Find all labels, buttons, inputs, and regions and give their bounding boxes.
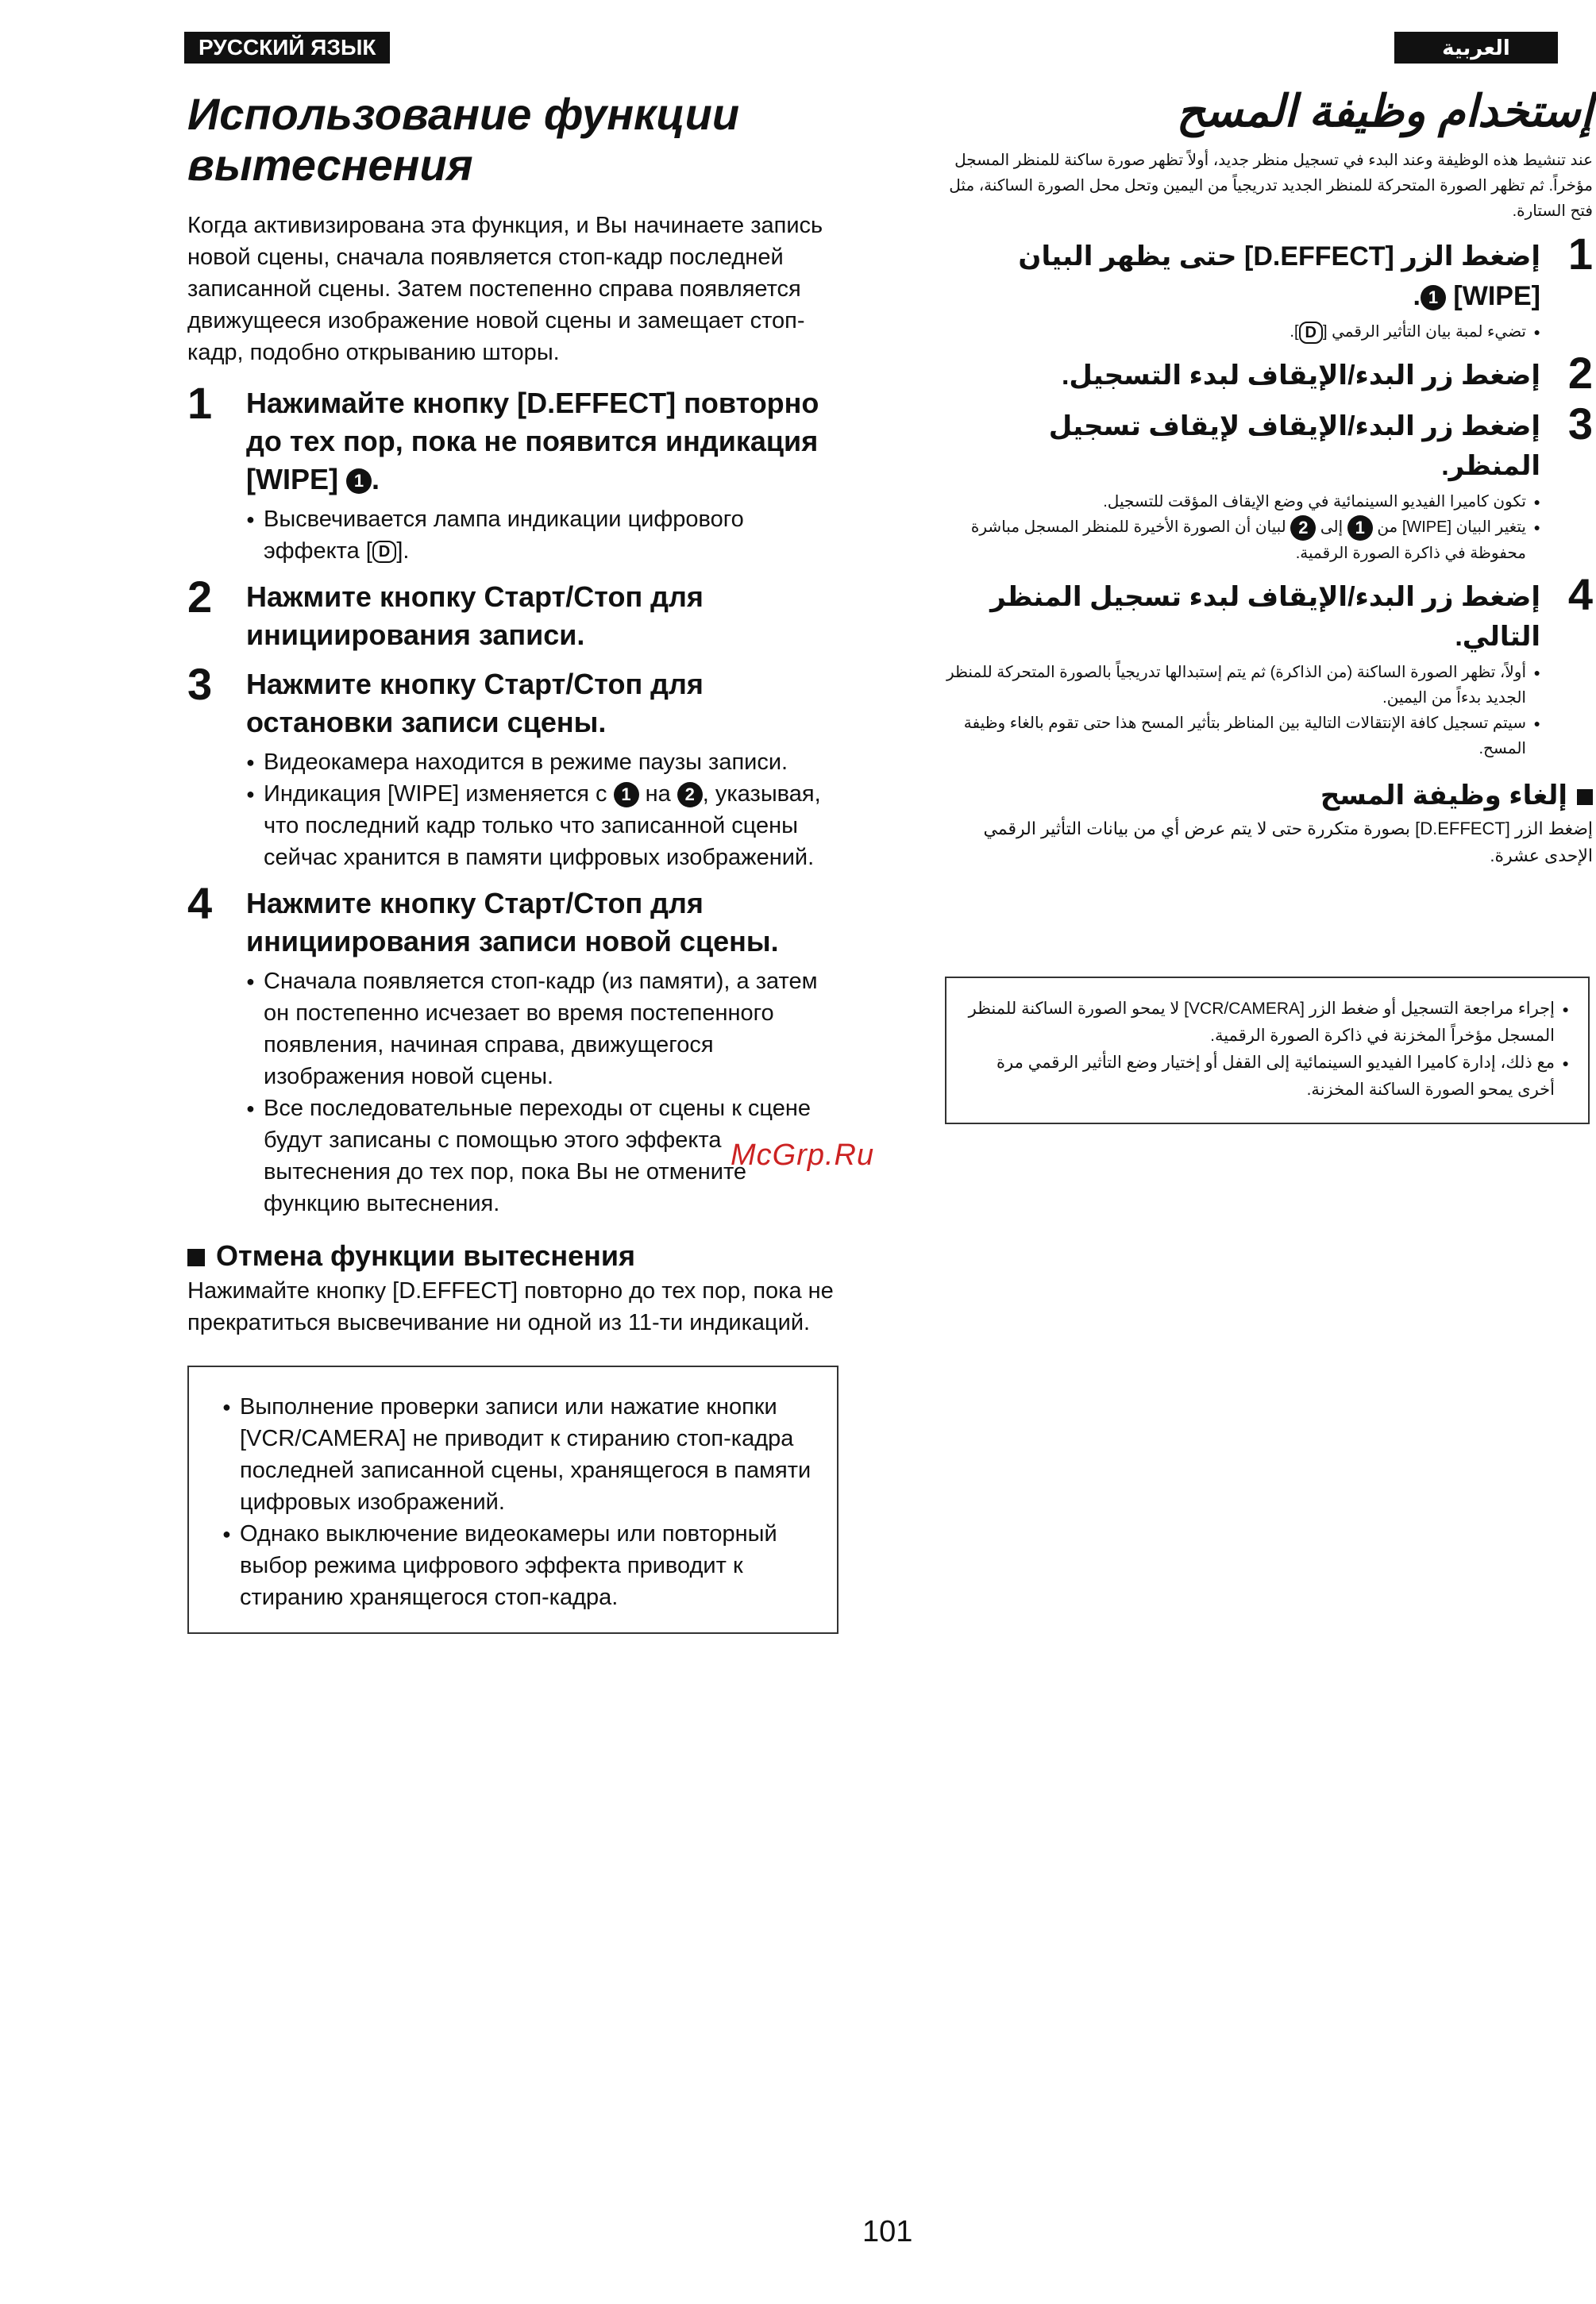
step-2 bbox=[187, 572, 838, 654]
step-instruction: Нажмите кнопку Старт/Стоп для инициирования записи. bbox=[246, 580, 704, 651]
arabic-step-2 bbox=[945, 348, 1593, 398]
step-notes bbox=[246, 503, 838, 567]
russian-column bbox=[187, 89, 838, 1634]
digital-effect-lamp-icon: D bbox=[372, 541, 396, 563]
arabic-column bbox=[945, 83, 1593, 869]
cancel-section-title: Отмена функции вытеснения bbox=[187, 1237, 838, 1275]
step-notes bbox=[246, 746, 838, 873]
step-instruction: Нажмите кнопку Старт/Стоп для остановки записи сцены. bbox=[246, 668, 704, 738]
step-number: 4 bbox=[187, 878, 213, 928]
bullet-item: ● يتغير البيان [WIPE] من 1 إلى 2 لبيان أن الصورة الأخيرة للمنظر المسجل مباشرة محفوظة في ذاكرة الصورة الرقمية. bbox=[945, 514, 1540, 566]
step-1 bbox=[187, 378, 838, 567]
step-instruction: إضغط زر البدء/الإيقاف لإيقاف تسجيل المنظر. bbox=[1048, 411, 1540, 481]
note-item: ● إجراء مراجعة التسجيل أو ضغط الزر [VCR/CAMERA] لا يمحو الصورة الساكنة للمنظر المسجل مؤخراً المخزنة في ذاكرة الصورة الرقمية. bbox=[966, 996, 1569, 1050]
note-item: ● Однако выключение видеокамеры или повторный выбор режима цифрового эффекта приводит к стиранию хранящегося стоп-кадра. bbox=[222, 1518, 813, 1613]
step-number: 4 bbox=[1567, 568, 1593, 619]
note-item: ● مع ذلك، إدارة كاميرا الفيديو السينمائية إلى القفل أو إختيار وضع التأثير الرقمي مرة أخرى يمحو الصورة الساكنة المخزنة. bbox=[966, 1050, 1569, 1104]
bullet-item: ● Все последовательные переходы от сцены к сцене будут записаны с помощью этого эффекта вытеснения до тех пор, пока Вы не отмените функцию вытеснения. bbox=[246, 1092, 838, 1219]
bullet-item: ● تضيء لمبة بيان التأثير الرقمي [D]. bbox=[945, 319, 1540, 345]
circled-two-icon: 2 bbox=[677, 782, 703, 807]
step-instruction: إضغط الزر [D.EFFECT] حتى يظهر البيان [WIPE] 1. bbox=[1018, 241, 1540, 311]
bullet-item: ● تكون كاميرا الفيديو السينمائية في وضع الإيقاف المؤقت للتسجيل. bbox=[945, 489, 1540, 514]
step-number: 1 bbox=[1567, 229, 1593, 279]
page-title: Использование функции вытеснения bbox=[187, 89, 740, 190]
circled-one-icon: 1 bbox=[346, 468, 372, 494]
arabic-cancel-section-text: إضغط الزر [D.EFFECT] بصورة متكررة حتى لا يتم عرض أي من بيانات التأثير الرقمي الإحدى عشرة. bbox=[983, 818, 1593, 865]
language-tag-russian: РУССКИЙ ЯЗЫК bbox=[184, 32, 390, 64]
circled-one-icon: 1 bbox=[1421, 285, 1446, 310]
square-bullet-icon bbox=[187, 1249, 205, 1266]
step-3 bbox=[187, 659, 838, 873]
arabic-step-1 bbox=[945, 229, 1593, 345]
bullet-item: ● سيتم تسجيل كافة الإنتقالات التالية بين المناظر بتأثير المسح هذا حتى تقوم بالغاء وظيفة المسح. bbox=[945, 711, 1540, 761]
step-number: 2 bbox=[187, 572, 213, 622]
language-tag-arabic: العربية bbox=[1394, 32, 1558, 64]
step-number: 3 bbox=[187, 659, 213, 709]
note-box bbox=[187, 1366, 838, 1634]
arabic-step-4 bbox=[945, 568, 1593, 761]
step-instruction: Нажимайте кнопку [D.EFFECT] повторно до тех пор, пока не появится индикация [WIPE] 1 . bbox=[246, 387, 819, 495]
bullet-item: ● Видеокамера находится в режиме паузы записи. bbox=[246, 746, 838, 778]
step-number: 1 bbox=[187, 378, 213, 428]
intro-paragraph: Когда активизирована эта функция, и Вы начинаете запись новой сцены, сначала появляется стоп-кадр последней записанной сцены. Затем постепенно справа появляется движущееся изображение новой сцены и замещает стоп-кадр, подобно открыванию шторы. bbox=[187, 213, 823, 365]
arabic-cancel-section-title: إلغاء وظيفة المسح bbox=[945, 776, 1593, 815]
step-number: 3 bbox=[1567, 399, 1593, 449]
digital-effect-lamp-icon: D bbox=[1299, 322, 1323, 344]
note-item: ● Выполнение проверки записи или нажатие кнопки [VCR/CAMERA] не приводит к стиранию стоп-кадра последней записанной сцены, хранящегося в памяти цифровых изображений. bbox=[222, 1391, 813, 1518]
bullet-item: ● أولاً، تظهر الصورة الساكنة (من الذاكرة) ثم يتم إستبدالها تدريجياً بالصورة المتحركة للمنظر الجديد بدءاً من اليمين. bbox=[945, 660, 1540, 711]
circled-one-icon: 1 bbox=[1347, 515, 1373, 541]
step-instruction: إضغط زر البدء/الإيقاف لبدء تسجيل المنظر التالي. bbox=[990, 581, 1540, 652]
circled-two-icon: 2 bbox=[1290, 515, 1316, 541]
watermark: McGrp.Ru bbox=[731, 1139, 875, 1172]
bullet-item: ● Высвечивается лампа индикации цифрового эффекта [ D ]. bbox=[246, 503, 838, 567]
step-notes bbox=[246, 965, 838, 1219]
square-bullet-icon bbox=[1577, 789, 1593, 805]
arabic-page-title: إستخدام وظيفة المسح bbox=[1176, 86, 1593, 136]
step-instruction: إضغط زر البدء/الإيقاف لبدء التسجيل. bbox=[1061, 360, 1540, 391]
bullet-item: ● Индикация [WIPE] изменяется с 1 на 2 , указывая, что последний кадр только что записанной сцены сейчас хранится в памяти цифровых изображений. bbox=[246, 778, 838, 873]
arabic-intro-paragraph: عند تنشيط هذه الوظيفة وعند البدء في تسجيل منظر جديد، أولاً تظهر صورة ساكنة للمنظر المسجل مؤخراً. ثم تظهر الصورة المتحركة للمنظر الجديد تدريجياً من اليمين وتحل محل الصورة الساكنة، مثل فتح الستارة. bbox=[949, 152, 1593, 220]
page-number: 101 bbox=[862, 2215, 913, 2248]
step-number: 2 bbox=[1567, 348, 1593, 398]
arabic-note-box bbox=[945, 977, 1590, 1124]
circled-one-icon: 1 bbox=[614, 782, 639, 807]
bullet-item: ● Сначала появляется стоп-кадр (из памяти), а затем он постепенно исчезает во время постепенного появления, начиная справа, движущегося изображения новой сцены. bbox=[246, 965, 838, 1092]
arabic-step-3 bbox=[945, 399, 1593, 566]
step-instruction: Нажмите кнопку Старт/Стоп для инициирования записи новой сцены. bbox=[246, 887, 779, 957]
cancel-section-text: Нажимайте кнопку [D.EFFECT] повторно до тех пор, пока не прекратиться высвечивание ни одной из 11-ти индикаций. bbox=[187, 1278, 834, 1335]
